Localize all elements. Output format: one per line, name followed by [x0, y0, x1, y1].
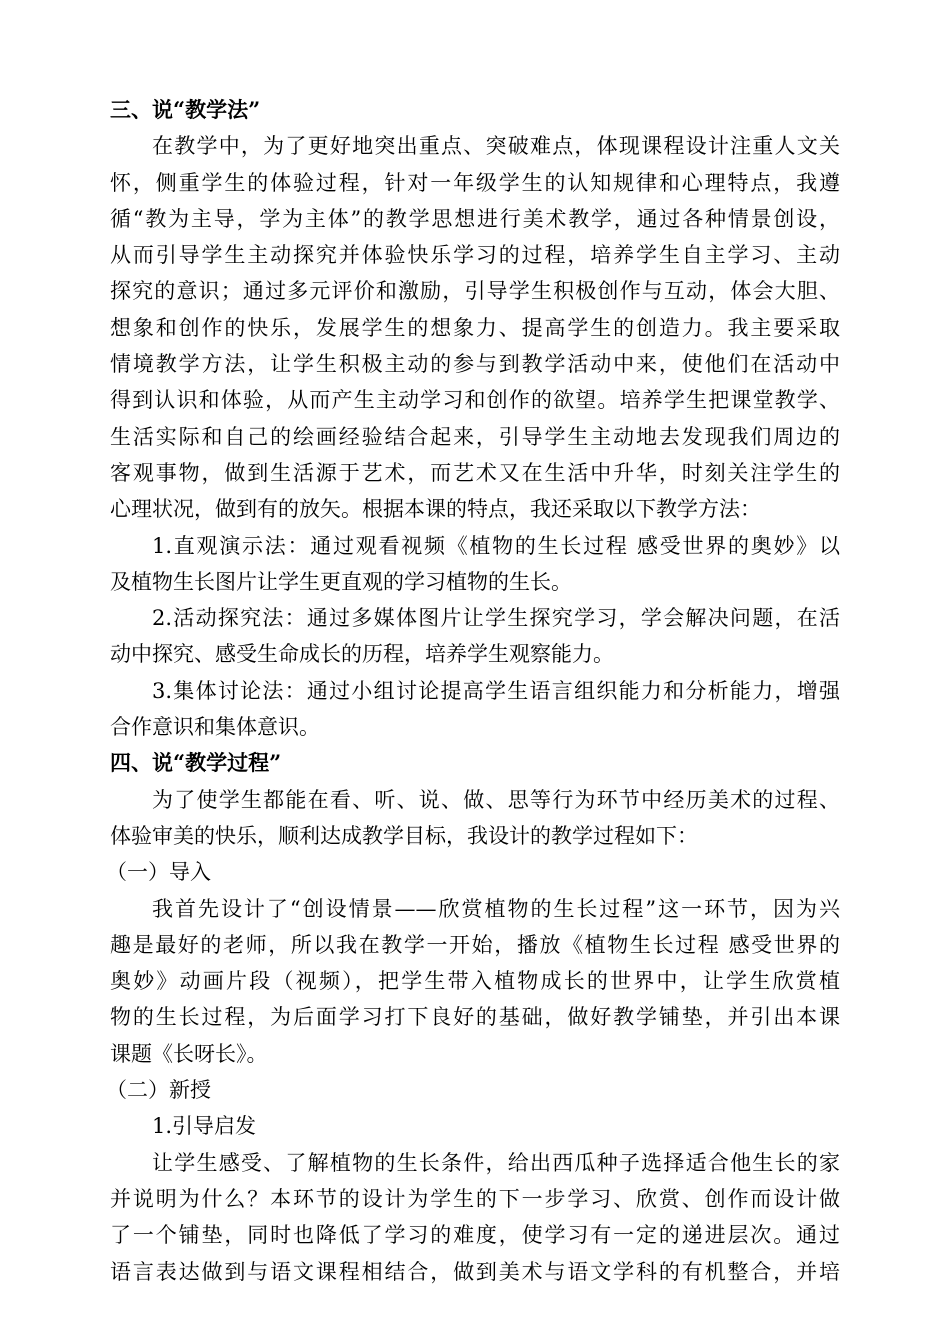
text-line: 生活实际和自己的绘画经验结合起来，引导学生主动地去发现我们周边的 — [110, 424, 840, 449]
subsection-title-new-lesson: （二）新授 — [106, 1078, 211, 1103]
text-line: 物的生长过程，为后面学习打下良好的基础，做好教学铺垫，并引出本课 — [110, 1005, 840, 1030]
subsection-title-introduction: （一）导入 — [106, 860, 211, 885]
section-heading-teaching-process: 四、说“教学过程” — [110, 750, 282, 776]
text-line: 心理状况，做到有的放矢。根据本课的特点，我还采取以下教学方法： — [110, 497, 761, 522]
text-line: 并说明为什么？本环节的设计为学生的下一步学习、欣赏、创作而设计做 — [110, 1186, 840, 1211]
paragraph-guidance — [110, 1145, 840, 1290]
text-line: 合作意识和集体意识。 — [110, 715, 320, 740]
text-line: 1.直观演示法：通过观看视频《植物的生长过程 感受世界的奥妙》以 — [152, 533, 840, 558]
text-line: 体验审美的快乐，顺利达成教学目标，我设计的教学过程如下： — [110, 823, 698, 848]
text-line: 循“教为主导，学为主体”的教学思想进行美术教学，通过各种情景创设， — [110, 206, 840, 231]
text-line: 3.集体讨论法：通过小组讨论提高学生语言组织能力和分析能力，增强 — [152, 678, 840, 703]
text-line: 情境教学方法，让学生积极主动的参与到教学活动中来，使他们在活动中 — [110, 352, 840, 377]
text-line: 我首先设计了“创设情景——欣赏植物的生长过程”这一环节，因为兴 — [152, 896, 840, 921]
text-line: 课题《长呀长》。 — [110, 1041, 268, 1066]
text-line: 客观事物，做到生活源于艺术，而艺术又在生活中升华，时刻关注学生的 — [110, 460, 840, 485]
text-line: 动中探究、感受生命成长的历程，培养学生观察能力。 — [110, 642, 614, 667]
method-item-inquiry — [110, 600, 840, 673]
paragraph-process-intro — [110, 782, 840, 855]
text-line: 奥妙》动画片段（视频），把学生带入植物成长的世界中，让学生欣赏植 — [110, 969, 840, 994]
text-line: 语言表达做到与语文课程相结合，做到美术与语文学科的有机整合，并培 — [110, 1259, 840, 1284]
section-heading-teaching-methods: 三、说“教学法” — [110, 97, 261, 122]
text-line: 从而引导学生主动探究并体验快乐学习的过程，培养学生自主学习、主动 — [110, 243, 840, 268]
text-line: 怀，侧重学生的体验过程，针对一年级学生的认知规律和心理特点，我遵 — [110, 170, 840, 195]
text-line: 2.活动探究法：通过多媒体图片让学生探究学习，学会解决问题，在活 — [152, 606, 840, 631]
step-title-guidance: 1.引导启发 — [152, 1114, 257, 1139]
text-line: 探究的意识；通过多元评价和激励，引导学生积极创作与互动，体会大胆、 — [110, 279, 840, 304]
paragraph-teaching-methods — [110, 128, 840, 527]
text-line: 趣是最好的老师，所以我在教学一开始，播放《植物生长过程 感受世界的 — [110, 932, 840, 957]
text-line: 为了使学生都能在看、听、说、做、思等行为环节中经历美术的过程、 — [152, 787, 840, 812]
document-body — [106, 92, 840, 1290]
text-line: 想象和创作的快乐，发展学生的想象力、提高学生的创造力。我主要采取 — [110, 315, 840, 340]
paragraph-introduction — [110, 891, 840, 1072]
text-line: 了一个铺垫，同时也降低了学习的难度，使学习有一定的递进层次。通过 — [110, 1223, 840, 1248]
method-item-discussion — [110, 673, 840, 746]
method-item-demonstration — [110, 528, 840, 601]
text-line: 在教学中，为了更好地突出重点、突破难点，体现课程设计注重人文关 — [152, 134, 840, 159]
text-line: 让学生感受、了解植物的生长条件，给出西瓜种子选择适合他生长的家 — [152, 1150, 840, 1175]
text-line: 得到认识和体验，从而产生主动学习和创作的欲望。培养学生把课堂教学、 — [110, 388, 840, 413]
text-line: 及植物生长图片让学生更直观的学习植物的生长。 — [110, 569, 572, 594]
